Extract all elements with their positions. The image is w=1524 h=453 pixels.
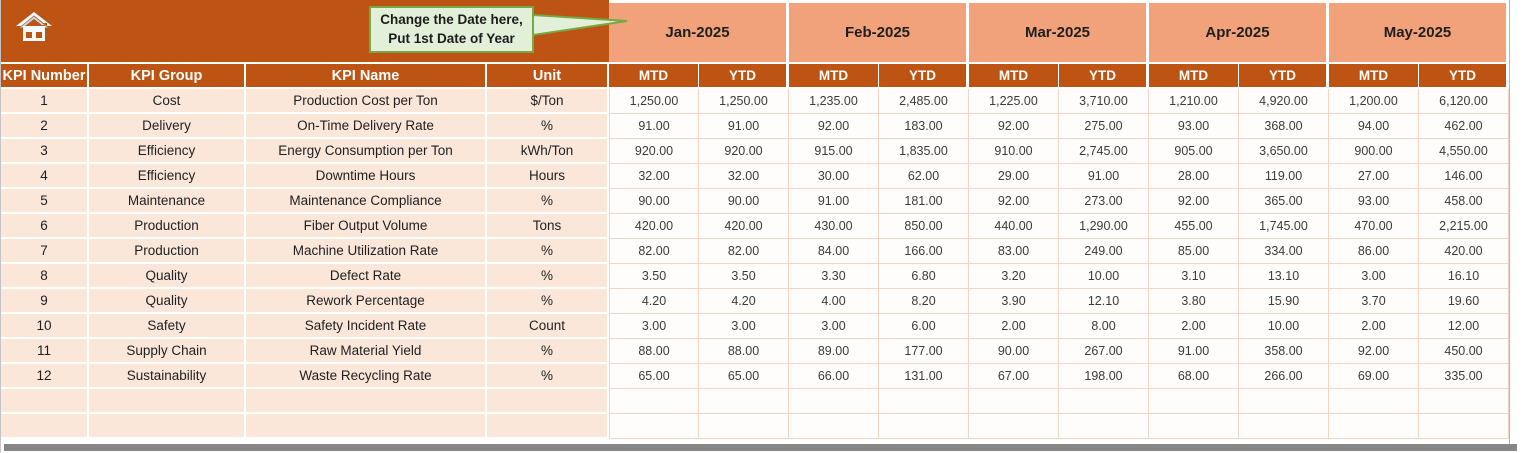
cell-kpi-name[interactable]: Defect Rate [246, 264, 487, 289]
cell-kpi-number[interactable]: 4 [1, 164, 89, 189]
cell-value[interactable]: 91.00 [609, 114, 699, 139]
cell-value[interactable]: 334.00 [1239, 239, 1329, 264]
subheader-mar-2025-mtd[interactable]: MTD [969, 62, 1059, 89]
cell-kpi-name[interactable]: Fiber Output Volume [246, 214, 487, 239]
cell-kpi-number[interactable]: 6 [1, 214, 89, 239]
horizontal-scrollbar[interactable] [4, 444, 1517, 451]
cell-empty-value[interactable] [1419, 414, 1509, 439]
cell-value[interactable]: 66.00 [789, 364, 879, 389]
cell-kpi-name[interactable]: Energy Consumption per Ton [246, 139, 487, 164]
cell-value[interactable]: 119.00 [1239, 164, 1329, 189]
cell-value[interactable]: 91.00 [1149, 339, 1239, 364]
cell-value[interactable]: 2.00 [969, 314, 1059, 339]
cell-value[interactable]: 430.00 [789, 214, 879, 239]
cell-unit[interactable]: kWh/Ton [487, 139, 609, 164]
cell-kpi-group[interactable]: Efficiency [89, 139, 246, 164]
cell-empty-left[interactable] [487, 389, 609, 414]
cell-empty-value[interactable] [969, 389, 1059, 414]
cell-empty-value[interactable] [1419, 389, 1509, 414]
cell-value[interactable]: 335.00 [1419, 364, 1509, 389]
cell-unit[interactable]: % [487, 289, 609, 314]
column-header-kpi-name[interactable]: KPI Name [246, 62, 487, 89]
callout-line-2: Put 1st Date of Year [388, 30, 515, 46]
cell-value[interactable]: 900.00 [1329, 139, 1419, 164]
cell-value[interactable]: 249.00 [1059, 239, 1149, 264]
cell-value[interactable]: 183.00 [879, 114, 969, 139]
cell-value[interactable]: 166.00 [879, 239, 969, 264]
cell-value[interactable]: 90.00 [969, 339, 1059, 364]
cell-kpi-group[interactable]: Quality [89, 289, 246, 314]
cell-kpi-number[interactable]: 3 [1, 139, 89, 164]
cell-value[interactable]: 3.00 [609, 314, 699, 339]
cell-value[interactable]: 28.00 [1149, 164, 1239, 189]
cell-value[interactable]: 1,835.00 [879, 139, 969, 164]
cell-value[interactable]: 266.00 [1239, 364, 1329, 389]
cell-value[interactable]: 92.00 [969, 189, 1059, 214]
cell-value[interactable]: 93.00 [1149, 114, 1239, 139]
cell-kpi-group[interactable]: Supply Chain [89, 339, 246, 364]
cell-unit[interactable]: % [487, 339, 609, 364]
cell-empty-left[interactable] [487, 414, 609, 439]
cell-value[interactable]: 177.00 [879, 339, 969, 364]
cell-value[interactable]: 89.00 [789, 339, 879, 364]
cell-empty-value[interactable] [1059, 389, 1149, 414]
cell-empty-value[interactable] [789, 389, 879, 414]
home-icon[interactable] [14, 9, 54, 49]
month-header-feb-2025[interactable]: Feb-2025 [789, 0, 969, 62]
subheader-apr-2025-ytd[interactable]: YTD [1239, 62, 1329, 89]
cell-value[interactable]: 2.00 [1329, 314, 1419, 339]
cell-kpi-name[interactable]: On-Time Delivery Rate [246, 114, 487, 139]
cell-value[interactable]: 420.00 [609, 214, 699, 239]
cell-value[interactable]: 88.00 [609, 339, 699, 364]
cell-value[interactable]: 82.00 [609, 239, 699, 264]
subheader-jan-2025-ytd[interactable]: YTD [699, 62, 789, 89]
cell-value[interactable]: 90.00 [609, 189, 699, 214]
cell-empty-value[interactable] [1149, 389, 1239, 414]
cell-value[interactable]: 6.80 [879, 264, 969, 289]
cell-unit[interactable]: Tons [487, 214, 609, 239]
cell-kpi-group[interactable]: Efficiency [89, 164, 246, 189]
cell-value[interactable]: 82.00 [699, 239, 789, 264]
cell-kpi-number[interactable]: 2 [1, 114, 89, 139]
cell-unit[interactable]: $/Ton [487, 89, 609, 114]
cell-value[interactable]: 88.00 [699, 339, 789, 364]
cell-unit[interactable]: % [487, 364, 609, 389]
cell-value[interactable]: 84.00 [789, 239, 879, 264]
cell-value[interactable]: 3.30 [789, 264, 879, 289]
cell-empty-value[interactable] [879, 414, 969, 439]
kpi-grid [1, 0, 1509, 439]
cell-value[interactable]: 12.00 [1419, 314, 1509, 339]
cell-value[interactable]: 15.90 [1239, 289, 1329, 314]
cell-value[interactable]: 16.10 [1419, 264, 1509, 289]
cell-empty-value[interactable] [699, 389, 789, 414]
cell-unit[interactable]: % [487, 114, 609, 139]
cell-value[interactable]: 915.00 [789, 139, 879, 164]
cell-value[interactable]: 12.10 [1059, 289, 1149, 314]
cell-kpi-name[interactable]: Production Cost per Ton [246, 89, 487, 114]
cell-kpi-group[interactable]: Production [89, 214, 246, 239]
cell-kpi-number[interactable]: 1 [1, 89, 89, 114]
cell-value[interactable]: 91.00 [1059, 164, 1149, 189]
cell-kpi-group[interactable]: Delivery [89, 114, 246, 139]
date-callout[interactable] [369, 6, 534, 53]
cell-value[interactable]: 420.00 [699, 214, 789, 239]
cell-value[interactable]: 91.00 [699, 114, 789, 139]
cell-unit[interactable]: Hours [487, 164, 609, 189]
cell-value[interactable]: 275.00 [1059, 114, 1149, 139]
cell-value[interactable]: 458.00 [1419, 189, 1509, 214]
cell-kpi-name[interactable]: Safety Incident Rate [246, 314, 487, 339]
cell-empty-value[interactable] [609, 414, 699, 439]
subheader-may-2025-ytd[interactable]: YTD [1419, 62, 1509, 89]
cell-value[interactable]: 267.00 [1059, 339, 1149, 364]
callout-line-1: Change the Date here, [380, 11, 523, 27]
cell-value[interactable]: 2,485.00 [879, 89, 969, 114]
cell-value[interactable]: 32.00 [699, 164, 789, 189]
cell-empty-left[interactable] [1, 389, 89, 414]
cell-empty-left[interactable] [246, 414, 487, 439]
cell-value[interactable]: 3.50 [699, 264, 789, 289]
callout-pointer-icon [532, 6, 630, 46]
cell-value[interactable]: 905.00 [1149, 139, 1239, 164]
cell-value[interactable]: 92.00 [1149, 189, 1239, 214]
cell-value[interactable]: 3.20 [969, 264, 1059, 289]
cell-value[interactable]: 850.00 [879, 214, 969, 239]
cell-value[interactable]: 6,120.00 [1419, 89, 1509, 114]
cell-value[interactable]: 68.00 [1149, 364, 1239, 389]
cell-value[interactable]: 1,290.00 [1059, 214, 1149, 239]
cell-value[interactable]: 29.00 [969, 164, 1059, 189]
cell-value[interactable]: 1,225.00 [969, 89, 1059, 114]
cell-unit[interactable]: Count [487, 314, 609, 339]
cell-value[interactable]: 181.00 [879, 189, 969, 214]
cell-empty-value[interactable] [1149, 414, 1239, 439]
cell-empty-left[interactable] [89, 414, 246, 439]
cell-value[interactable]: 10.00 [1239, 314, 1329, 339]
subheader-apr-2025-mtd[interactable]: MTD [1149, 62, 1239, 89]
cell-empty-left[interactable] [1, 414, 89, 439]
cell-empty-value[interactable] [699, 414, 789, 439]
cell-value[interactable]: 2.00 [1149, 314, 1239, 339]
cell-kpi-number[interactable]: 5 [1, 189, 89, 214]
month-header-apr-2025[interactable]: Apr-2025 [1149, 0, 1329, 62]
cell-value[interactable]: 3.00 [699, 314, 789, 339]
cell-value[interactable]: 1,250.00 [609, 89, 699, 114]
cell-value[interactable]: 470.00 [1329, 214, 1419, 239]
cell-value[interactable]: 3.80 [1149, 289, 1239, 314]
cell-kpi-group[interactable]: Quality [89, 264, 246, 289]
cell-value[interactable]: 3.00 [1329, 264, 1419, 289]
cell-value[interactable]: 83.00 [969, 239, 1059, 264]
cell-kpi-number[interactable]: 9 [1, 289, 89, 314]
cell-value[interactable]: 4.00 [789, 289, 879, 314]
cell-value[interactable]: 420.00 [1419, 239, 1509, 264]
cell-value[interactable]: 8.00 [1059, 314, 1149, 339]
cell-value[interactable]: 10.00 [1059, 264, 1149, 289]
cell-value[interactable]: 92.00 [969, 114, 1059, 139]
cell-value[interactable]: 3,650.00 [1239, 139, 1329, 164]
cell-empty-left[interactable] [89, 389, 246, 414]
subheader-jan-2025-mtd[interactable]: MTD [609, 62, 699, 89]
cell-value[interactable]: 94.00 [1329, 114, 1419, 139]
cell-kpi-name[interactable]: Waste Recycling Rate [246, 364, 487, 389]
subheader-feb-2025-mtd[interactable]: MTD [789, 62, 879, 89]
cell-value[interactable]: 62.00 [879, 164, 969, 189]
cell-kpi-number[interactable]: 12 [1, 364, 89, 389]
cell-value[interactable]: 91.00 [789, 189, 879, 214]
cell-value[interactable]: 462.00 [1419, 114, 1509, 139]
cell-empty-value[interactable] [789, 414, 879, 439]
cell-kpi-name[interactable]: Maintenance Compliance [246, 189, 487, 214]
cell-unit[interactable]: % [487, 239, 609, 264]
cell-kpi-group[interactable]: Sustainability [89, 364, 246, 389]
cell-empty-value[interactable] [879, 389, 969, 414]
cell-empty-value[interactable] [1329, 389, 1419, 414]
cell-value[interactable]: 1,250.00 [699, 89, 789, 114]
cell-value[interactable]: 90.00 [699, 189, 789, 214]
cell-value[interactable]: 273.00 [1059, 189, 1149, 214]
cell-kpi-group[interactable]: Cost [89, 89, 246, 114]
cell-value[interactable]: 92.00 [1329, 339, 1419, 364]
cell-value[interactable]: 67.00 [969, 364, 1059, 389]
cell-value[interactable]: 455.00 [1149, 214, 1239, 239]
cell-value[interactable]: 93.00 [1329, 189, 1419, 214]
cell-value[interactable]: 4.20 [699, 289, 789, 314]
cell-kpi-number[interactable]: 10 [1, 314, 89, 339]
cell-value[interactable]: 3.50 [609, 264, 699, 289]
cell-empty-value[interactable] [1239, 414, 1329, 439]
cell-value[interactable]: 2,745.00 [1059, 139, 1149, 164]
cell-value[interactable]: 1,745.00 [1239, 214, 1329, 239]
cell-value[interactable]: 365.00 [1239, 189, 1329, 214]
cell-empty-value[interactable] [1059, 414, 1149, 439]
cell-value[interactable]: 4,920.00 [1239, 89, 1329, 114]
cell-value[interactable]: 92.00 [789, 114, 879, 139]
cell-unit[interactable]: % [487, 264, 609, 289]
cell-kpi-name[interactable]: Downtime Hours [246, 164, 487, 189]
cell-value[interactable]: 3,710.00 [1059, 89, 1149, 114]
cell-value[interactable]: 440.00 [969, 214, 1059, 239]
cell-kpi-number[interactable]: 8 [1, 264, 89, 289]
cell-value[interactable]: 86.00 [1329, 239, 1419, 264]
cell-value[interactable]: 920.00 [699, 139, 789, 164]
cell-value[interactable]: 65.00 [699, 364, 789, 389]
cell-empty-value[interactable] [969, 414, 1059, 439]
cell-kpi-number[interactable]: 11 [1, 339, 89, 364]
cell-empty-left[interactable] [246, 389, 487, 414]
cell-value[interactable]: 4,550.00 [1419, 139, 1509, 164]
cell-value[interactable]: 6.00 [879, 314, 969, 339]
cell-value[interactable]: 30.00 [789, 164, 879, 189]
cell-empty-value[interactable] [1239, 389, 1329, 414]
column-header-unit[interactable]: Unit [487, 62, 609, 89]
cell-value[interactable]: 27.00 [1329, 164, 1419, 189]
cell-value[interactable]: 13.10 [1239, 264, 1329, 289]
cell-empty-value[interactable] [1329, 414, 1419, 439]
cell-kpi-name[interactable]: Machine Utilization Rate [246, 239, 487, 264]
cell-value[interactable]: 3.70 [1329, 289, 1419, 314]
cell-value[interactable]: 32.00 [609, 164, 699, 189]
cell-value[interactable]: 1,235.00 [789, 89, 879, 114]
cell-value[interactable]: 2,215.00 [1419, 214, 1509, 239]
month-header-may-2025[interactable]: May-2025 [1329, 0, 1509, 62]
cell-value[interactable]: 146.00 [1419, 164, 1509, 189]
cell-value[interactable]: 3.10 [1149, 264, 1239, 289]
cell-value[interactable]: 1,200.00 [1329, 89, 1419, 114]
cell-unit[interactable]: % [487, 189, 609, 214]
top-banner [1, 0, 609, 62]
cell-value[interactable]: 85.00 [1149, 239, 1239, 264]
cell-value[interactable]: 19.60 [1419, 289, 1509, 314]
column-header-kpi-group[interactable]: KPI Group [89, 62, 246, 89]
cell-kpi-group[interactable]: Safety [89, 314, 246, 339]
month-header-mar-2025[interactable]: Mar-2025 [969, 0, 1149, 62]
cell-value[interactable]: 3.00 [789, 314, 879, 339]
cell-value[interactable]: 8.20 [879, 289, 969, 314]
column-header-kpi-number[interactable]: KPI Number [1, 62, 89, 89]
cell-value[interactable]: 4.20 [609, 289, 699, 314]
subheader-may-2025-mtd[interactable]: MTD [1329, 62, 1419, 89]
cell-kpi-group[interactable]: Maintenance [89, 189, 246, 214]
cell-value[interactable]: 450.00 [1419, 339, 1509, 364]
subheader-mar-2025-ytd[interactable]: YTD [1059, 62, 1149, 89]
month-header-jan-2025[interactable]: Jan-2025 [609, 0, 789, 62]
cell-kpi-name[interactable]: Rework Percentage [246, 289, 487, 314]
cell-value[interactable]: 69.00 [1329, 364, 1419, 389]
cell-value[interactable]: 1,210.00 [1149, 89, 1239, 114]
subheader-feb-2025-ytd[interactable]: YTD [879, 62, 969, 89]
cell-value[interactable]: 198.00 [1059, 364, 1149, 389]
cell-empty-value[interactable] [609, 389, 699, 414]
cell-value[interactable]: 65.00 [609, 364, 699, 389]
cell-value[interactable]: 3.90 [969, 289, 1059, 314]
cell-value[interactable]: 368.00 [1239, 114, 1329, 139]
window-edge [1509, 0, 1510, 445]
cell-kpi-number[interactable]: 7 [1, 239, 89, 264]
cell-value[interactable]: 920.00 [609, 139, 699, 164]
cell-value[interactable]: 910.00 [969, 139, 1059, 164]
cell-value[interactable]: 131.00 [879, 364, 969, 389]
cell-kpi-name[interactable]: Raw Material Yield [246, 339, 487, 364]
cell-kpi-group[interactable]: Production [89, 239, 246, 264]
cell-value[interactable]: 358.00 [1239, 339, 1329, 364]
